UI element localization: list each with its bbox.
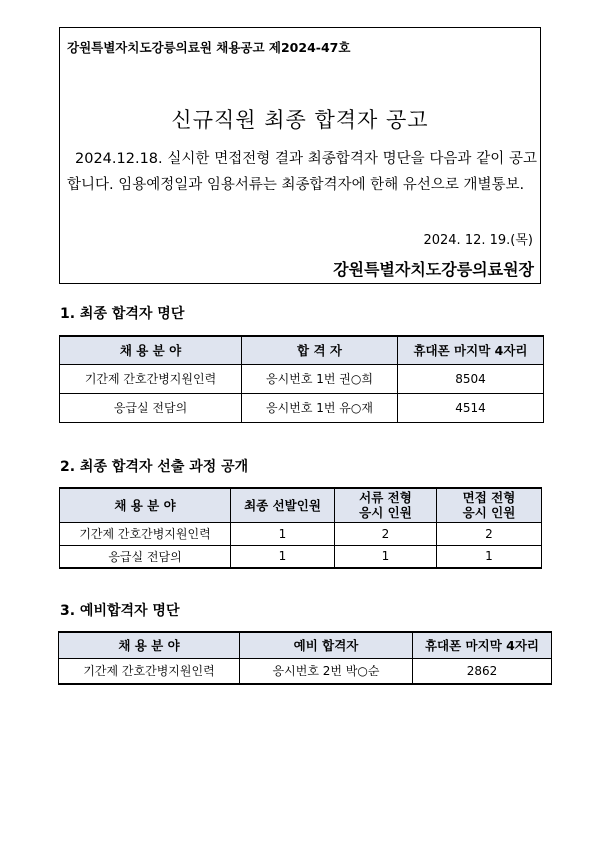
section-3-heading: 3. 예비합격자 명단: [60, 603, 180, 619]
section-2-heading: 2. 최종 합격자 선출 과정 공개: [60, 459, 249, 475]
selection-process-table: [59, 487, 542, 569]
table-cell: 2: [335, 522, 437, 545]
table-cell: 응시번호 1번 유○재: [242, 393, 398, 422]
table-row: [59, 658, 552, 684]
column-header: 휴대폰 마지막 4자리: [398, 336, 544, 364]
table-cell: 응급실 전담의: [60, 393, 242, 422]
notice-number: 강원특별자치도강릉의료원 채용공고 제2024-47호: [67, 40, 351, 55]
table-cell: 기간제 간호간병지원인력: [59, 658, 240, 684]
table-row: [60, 545, 542, 568]
table-cell: 응급실 전담의: [60, 545, 231, 568]
table-cell: 응시번호 2번 박○순: [240, 658, 413, 684]
notice-box: [59, 27, 541, 284]
notice-date: 2024. 12. 19.(목): [423, 233, 533, 248]
table-cell: 1: [335, 545, 437, 568]
table-cell: 8504: [398, 364, 544, 393]
section-1-heading: 1. 최종 합격자 명단: [60, 306, 185, 322]
table-row: [60, 393, 544, 422]
column-header: 채 용 분 야: [60, 488, 231, 522]
final-passers-table: [59, 335, 544, 423]
table-cell: 4514: [398, 393, 544, 422]
table-cell: 1: [437, 545, 542, 568]
column-header: 면접 전형 응시 인원: [437, 488, 542, 522]
notice-signer: 강원특별자치도강릉의료원장: [333, 260, 534, 279]
table-cell: 1: [231, 522, 335, 545]
table-header-row: [59, 632, 552, 658]
table-cell: 기간제 간호간병지원인력: [60, 522, 231, 545]
column-header: 예비 합격자: [240, 632, 413, 658]
table-header-row: [60, 336, 544, 364]
notice-title: 신규직원 최종 합격자 공고: [171, 108, 429, 132]
column-header: 서류 전형 응시 인원: [335, 488, 437, 522]
table-cell: 응시번호 1번 권○희: [242, 364, 398, 393]
table-cell: 1: [231, 545, 335, 568]
notice-body: 2024.12.18. 실시한 면접전형 결과 최종합격자 명단을 다음과 같이 공고합니다. 임용예정일과 임용서류는 최종합격자에 한해 유선으로 개별통보.: [67, 151, 537, 193]
table-row: [60, 364, 544, 393]
table-header-row: [60, 488, 542, 522]
table-row: [60, 522, 542, 545]
table-cell: 2: [437, 522, 542, 545]
table-cell: 2862: [413, 658, 552, 684]
column-header: 채 용 분 야: [59, 632, 240, 658]
column-header: 채 용 분 야: [60, 336, 242, 364]
column-header: 휴대폰 마지막 4자리: [413, 632, 552, 658]
table-cell: 기간제 간호간병지원인력: [60, 364, 242, 393]
column-header: 합 격 자: [242, 336, 398, 364]
reserve-passers-table: [58, 631, 552, 685]
column-header: 최종 선발인원: [231, 488, 335, 522]
